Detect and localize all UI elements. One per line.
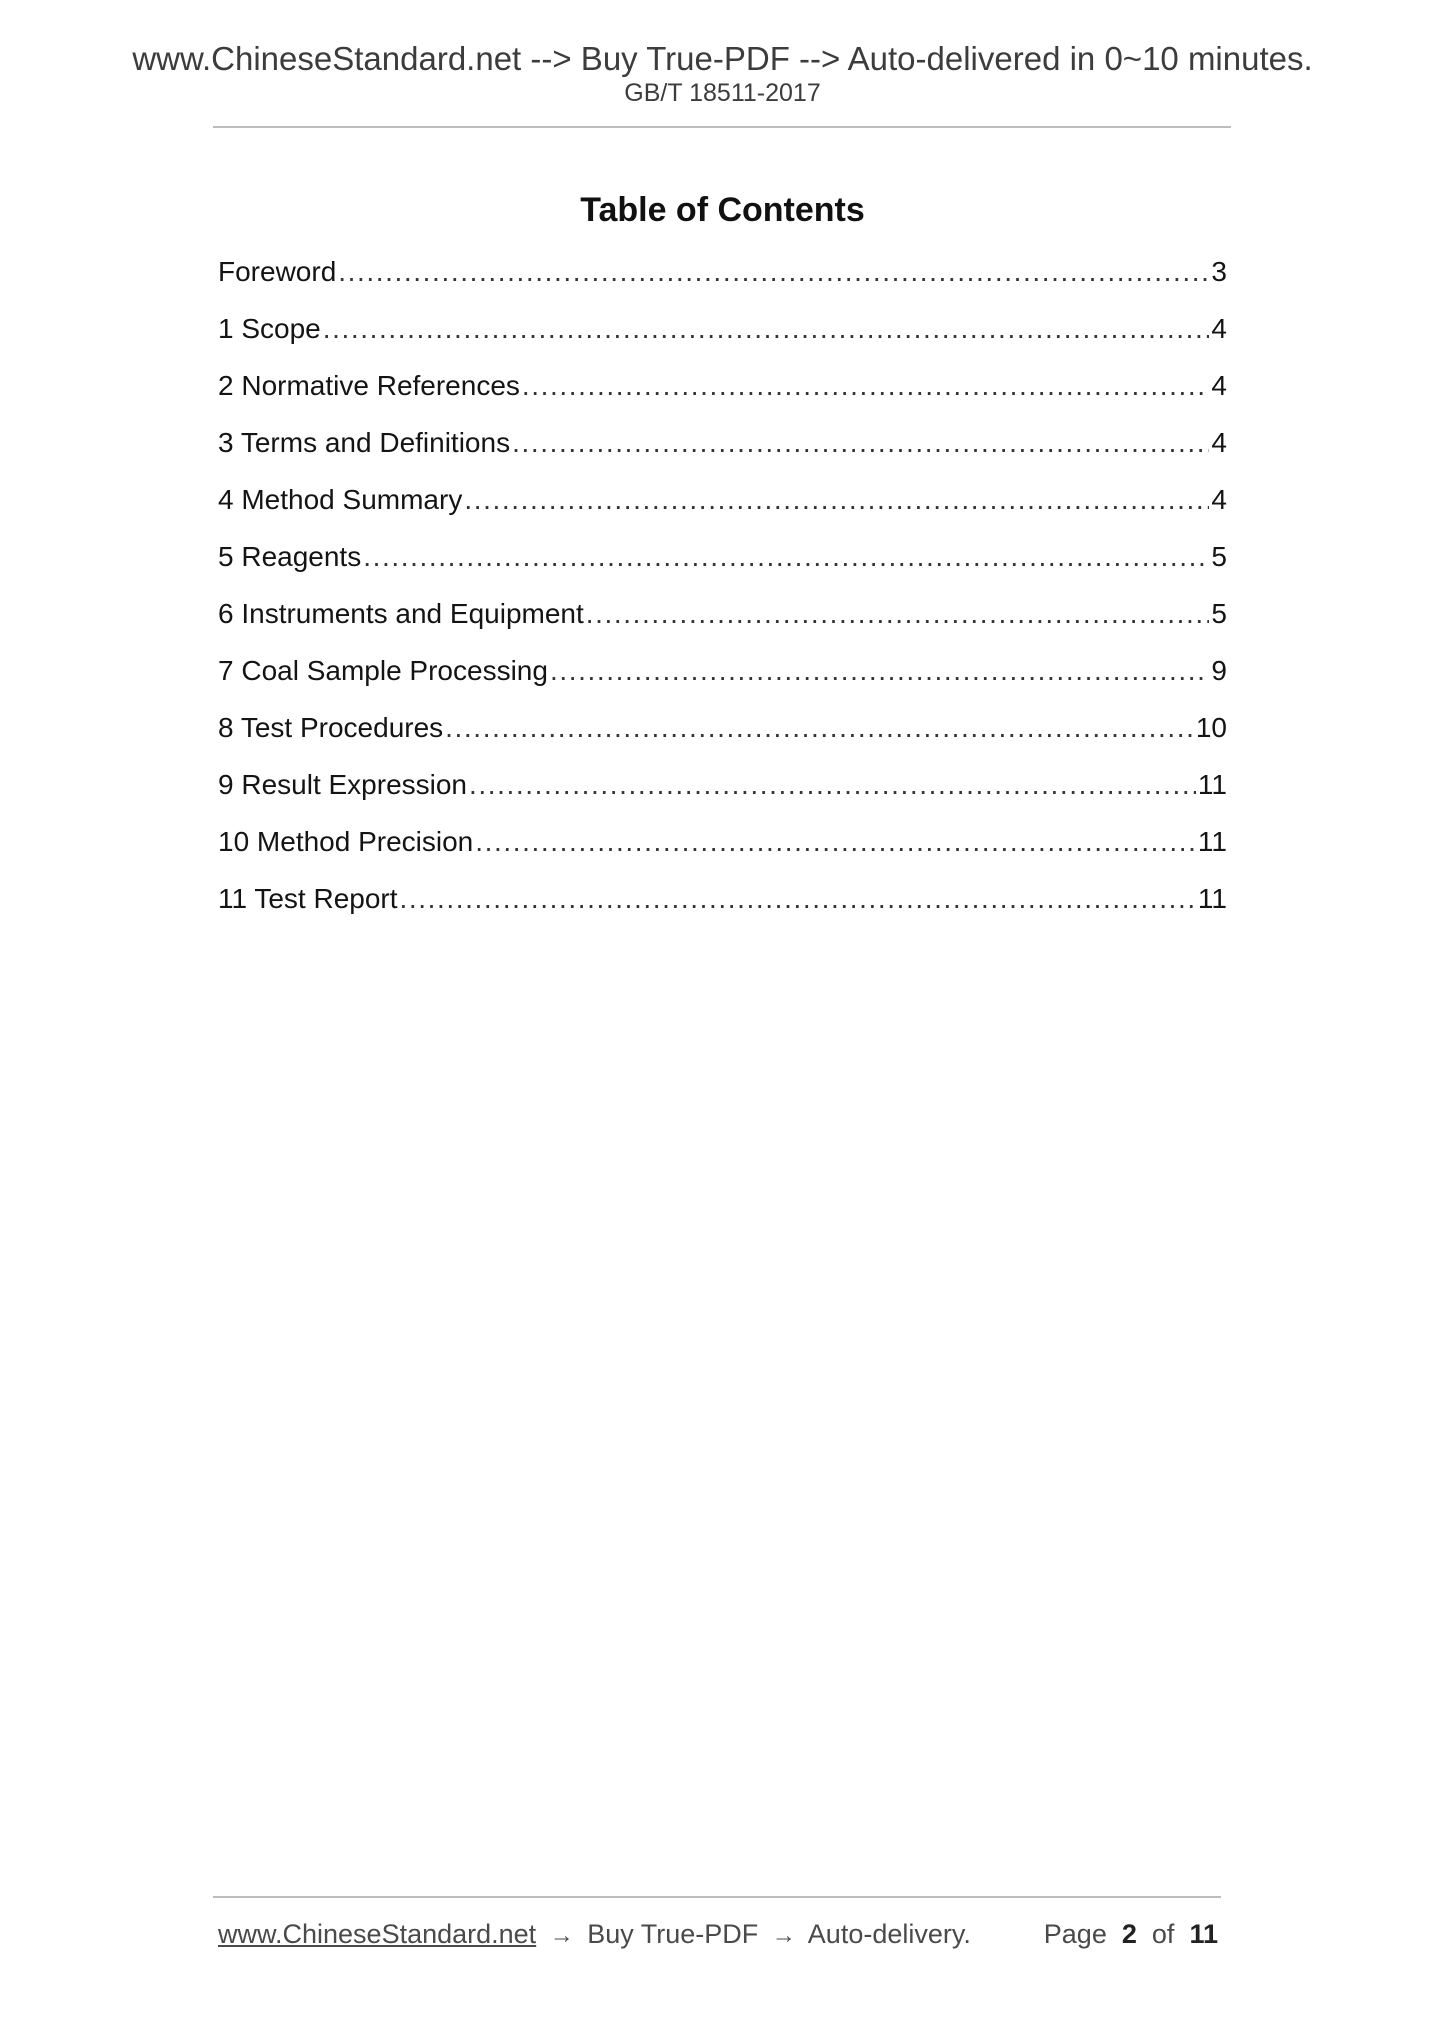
toc-title: Table of Contents	[580, 191, 865, 229]
toc-entry-label: 10 Method Precision	[218, 826, 474, 857]
toc-entry-label: 3 Terms and Definitions	[218, 427, 511, 458]
toc-leader-dots	[550, 655, 1209, 687]
header-divider	[213, 126, 1231, 128]
header-banner: www.ChineseStandard.net --> Buy True-PDF --> Auto-delivered in 0~10 minutes.	[132, 40, 1313, 77]
toc-entry[interactable]	[218, 769, 1227, 826]
toc-leader-dots	[400, 883, 1196, 915]
toc-entry-page: 11	[1197, 826, 1227, 857]
toc-entry[interactable]	[218, 484, 1227, 541]
toc-entry-label: Foreword	[218, 256, 337, 287]
toc-leader-dots	[338, 256, 1209, 288]
toc-entry-page: 4	[1211, 370, 1227, 401]
toc-leader-dots	[522, 370, 1210, 402]
toc-leader-dots	[512, 427, 1209, 459]
toc-leader-dots	[464, 484, 1209, 516]
toc-entry-label: 9 Result Expression	[218, 769, 468, 800]
toc-entry-page: 3	[1211, 256, 1227, 287]
toc-entry-page: 9	[1211, 655, 1227, 686]
toc-entry[interactable]	[218, 598, 1227, 655]
page-of-label: of	[1151, 1919, 1175, 1949]
footer-promo	[218, 1919, 971, 1950]
toc-entry-label: 5 Reagents	[218, 541, 362, 572]
toc-entry-page: 5	[1211, 541, 1227, 572]
footer-divider	[213, 1896, 1221, 1898]
website-link[interactable]: www.ChineseStandard.net	[218, 1919, 537, 1949]
toc-leader-dots	[586, 598, 1210, 630]
page-total: 11	[1189, 1919, 1218, 1949]
document-id: GB/T 18511-2017	[624, 79, 821, 107]
toc-leader-dots	[469, 769, 1196, 801]
toc-entry-page: 4	[1211, 427, 1227, 458]
toc-entry-page: 5	[1211, 598, 1227, 629]
toc-entry[interactable]	[218, 655, 1227, 712]
toc-leader-dots	[475, 826, 1196, 858]
toc-entry-label: 6 Instruments and Equipment	[218, 598, 584, 629]
footer-delivery-text: Auto-delivery.	[807, 1919, 971, 1949]
right-arrow-icon: →	[549, 1922, 574, 1949]
toc-entry-page: 10	[1195, 712, 1227, 743]
toc-entry-label: 1 Scope	[218, 313, 321, 344]
toc-entry-page: 11	[1197, 769, 1227, 800]
toc-entry[interactable]	[218, 826, 1227, 883]
toc-entry-label: 11 Test Report	[218, 883, 398, 914]
toc-entry-page: 4	[1211, 484, 1227, 515]
toc-entry[interactable]	[218, 370, 1227, 427]
toc-entry[interactable]	[218, 256, 1227, 313]
table-of-contents	[218, 256, 1227, 940]
toc-entry[interactable]	[218, 313, 1227, 370]
toc-entry-label: 2 Normative References	[218, 370, 520, 401]
toc-entry-label: 7 Coal Sample Processing	[218, 655, 548, 686]
page-number	[1044, 1919, 1218, 1950]
toc-leader-dots	[323, 313, 1210, 345]
page-current: 2	[1121, 1919, 1137, 1949]
right-arrow-icon: →	[771, 1922, 796, 1949]
toc-entry-page: 11	[1197, 883, 1227, 914]
page-label: Page	[1043, 1919, 1107, 1949]
toc-leader-dots	[363, 541, 1209, 573]
toc-entry-label: 8 Test Procedures	[218, 712, 444, 743]
toc-entry[interactable]	[218, 712, 1227, 769]
toc-entry[interactable]	[218, 883, 1227, 940]
footer-buy-text: Buy True-PDF	[587, 1919, 759, 1949]
toc-entry[interactable]	[218, 541, 1227, 598]
toc-entry-label: 4 Method Summary	[218, 484, 463, 515]
toc-entry[interactable]	[218, 427, 1227, 484]
toc-entry-page: 4	[1211, 313, 1227, 344]
toc-leader-dots	[445, 712, 1194, 744]
